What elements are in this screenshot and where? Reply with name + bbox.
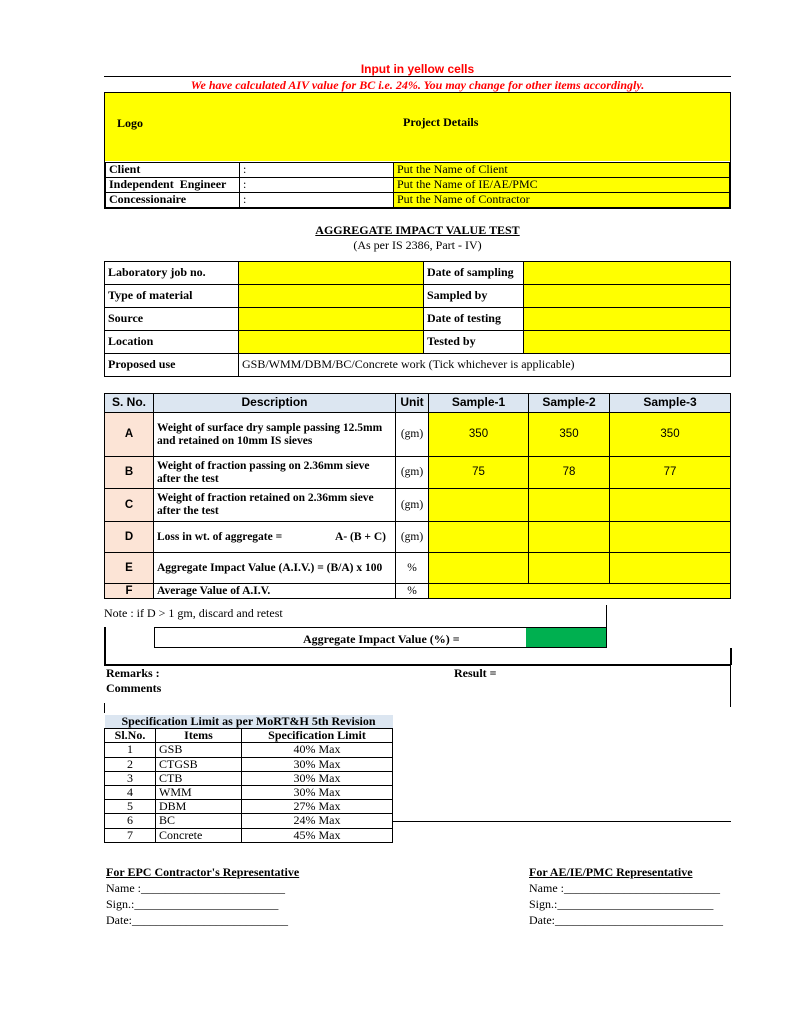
spec-sl: 4 [105, 785, 156, 799]
spec-limit: 27% Max [242, 800, 393, 814]
loss-formula: A- (B + C) [335, 530, 386, 543]
spec-item: Concrete [156, 828, 242, 842]
table-row [105, 828, 393, 842]
header-sample-2: Sample-2 [529, 394, 610, 413]
logo-placeholder: Logo [117, 116, 144, 130]
tested-by-label: Tested by [424, 331, 524, 354]
remarks-label: Remarks : [106, 666, 160, 680]
divider [104, 703, 105, 713]
spec-sl: 7 [105, 828, 156, 842]
table-row [105, 814, 393, 828]
spec-title: Specification Limit as per MoRT&H 5th Revision [105, 715, 393, 729]
ie-row [106, 178, 730, 193]
lab-job-input[interactable] [239, 262, 424, 285]
client-row [106, 163, 730, 178]
header-divider [104, 76, 731, 77]
client-label: Client [106, 163, 240, 178]
sample-1-input[interactable]: 75 [429, 457, 529, 489]
sample-1-input[interactable]: 350 [429, 413, 529, 457]
sample-2-input[interactable] [529, 489, 610, 522]
table-row [105, 489, 731, 522]
type-material-input[interactable] [239, 285, 424, 308]
pmc-date-line[interactable]: Date:____________________________ [529, 913, 723, 927]
contractor-name-line[interactable]: Name :________________________ [106, 881, 285, 895]
table-row [105, 743, 393, 757]
divider [104, 627, 106, 665]
aiv-result-label: Aggregate Impact Value (%) = [303, 632, 460, 646]
sampled-by-input[interactable] [524, 285, 731, 308]
project-parties-table [105, 162, 730, 208]
sample-2-input[interactable] [529, 553, 610, 584]
location-label: Location [105, 331, 239, 354]
specification-table [104, 715, 393, 843]
sample-1-input[interactable] [429, 522, 529, 553]
aiv-note: We have calculated AIV value for BC i.e. 24%. You may change for other items accordingly. [190, 78, 645, 92]
concessionaire-row [106, 193, 730, 208]
table-row [105, 800, 393, 814]
row-unit: (gm) [396, 457, 429, 489]
row-unit: % [396, 553, 429, 584]
contractor-sign-line[interactable]: Sign.:________________________ [106, 897, 279, 911]
divider [730, 648, 732, 665]
pmc-signature-title: For AE/IE/PMC Representative [529, 865, 693, 879]
proposed-use-value: GSB/WMM/DBM/BC/Concrete work (Tick whichever is applicable) [239, 354, 731, 377]
location-input[interactable] [239, 331, 424, 354]
table-row [105, 457, 731, 489]
sample-3-input[interactable] [610, 522, 731, 553]
header-sample-1: Sample-1 [429, 394, 529, 413]
header-sno: S. No. [105, 394, 154, 413]
spec-item: WMM [156, 785, 242, 799]
spec-limit: 30% Max [242, 771, 393, 785]
row-id: F [105, 584, 154, 599]
sampled-by-label: Sampled by [424, 285, 524, 308]
contractor-signature-block [106, 864, 299, 928]
project-details-label: Project Details [403, 115, 479, 129]
date-sampling-input[interactable] [524, 262, 731, 285]
divider [104, 664, 731, 666]
row-unit: (gm) [396, 522, 429, 553]
table-row [105, 553, 731, 584]
divider [730, 665, 731, 707]
table-row [105, 522, 731, 553]
spec-header-limit: Specification Limit [242, 729, 393, 743]
spec-sl: 3 [105, 771, 156, 785]
spec-sl: 6 [105, 814, 156, 828]
contractor-signature-title: For EPC Contractor's Representative [106, 865, 300, 879]
spec-item: DBM [156, 800, 242, 814]
spec-limit: 30% Max [242, 785, 393, 799]
sample-3-input[interactable] [610, 489, 731, 522]
remarks-block [106, 666, 161, 696]
sample-3-input[interactable]: 77 [610, 457, 731, 489]
input-note: Input in yellow cells [360, 62, 475, 76]
sample-2-input[interactable]: 78 [529, 457, 610, 489]
ie-input[interactable]: Put the Name of IE/AE/PMC [394, 178, 730, 193]
spec-header-sl: Sl.No. [105, 729, 156, 743]
aiv-result-box [154, 627, 607, 648]
header-sample-3: Sample-3 [610, 394, 731, 413]
spec-item: BC [156, 814, 242, 828]
comments-label: Comments [106, 681, 162, 695]
type-material-label: Type of material [105, 285, 239, 308]
spec-limit: 45% Max [242, 828, 393, 842]
spec-sl: 1 [105, 743, 156, 757]
loss-label: Loss in wt. of aggregate = [157, 530, 283, 543]
aiv-result-value [526, 628, 606, 647]
concessionaire-input[interactable]: Put the Name of Contractor [394, 193, 730, 208]
row-id: A [105, 413, 154, 457]
concessionaire-sep: : [240, 193, 394, 208]
spec-limit: 30% Max [242, 757, 393, 771]
row-description: Weight of fraction passing on 2.36mm sieve after the test [154, 457, 396, 489]
row-id: D [105, 522, 154, 553]
sample-3-input[interactable] [610, 553, 731, 584]
test-subtitle: (As per IS 2386, Part - IV) [353, 238, 482, 252]
date-sampling-label: Date of sampling [424, 262, 524, 285]
row-unit: % [396, 584, 429, 599]
row-id: C [105, 489, 154, 522]
header-unit: Unit [396, 394, 429, 413]
project-box [104, 92, 731, 209]
table-row [105, 584, 731, 599]
contractor-date-line[interactable]: Date:__________________________ [106, 913, 288, 927]
concessionaire-label: Concessionaire [106, 193, 240, 208]
table-row [105, 771, 393, 785]
spec-limit: 24% Max [242, 814, 393, 828]
spec-header-items: Items [156, 729, 242, 743]
spec-item: CTB [156, 771, 242, 785]
row-unit: (gm) [396, 489, 429, 522]
table-row [105, 785, 393, 799]
average-aiv-input[interactable] [429, 584, 731, 599]
result-label: Result = [454, 666, 497, 680]
source-label: Source [105, 308, 239, 331]
spec-item: CTGSB [156, 757, 242, 771]
row-description: Aggregate Impact Value (A.I.V.) = (B/A) x 100 [154, 553, 396, 584]
row-description: Weight of surface dry sample passing 12.5mm and retained on 10mm IS sieves [154, 413, 396, 457]
spec-limit: 40% Max [242, 743, 393, 757]
row-description: Average Value of A.I.V. [154, 584, 396, 599]
client-input[interactable]: Put the Name of Client [394, 163, 730, 178]
proposed-use-label: Proposed use [105, 354, 239, 377]
test-title: AGGREGATE IMPACT VALUE TEST [315, 223, 520, 237]
pmc-name-line[interactable]: Name :__________________________ [529, 881, 720, 895]
test-results-table [104, 393, 731, 599]
date-testing-label: Date of testing [424, 308, 524, 331]
ie-sep: : [240, 178, 394, 193]
date-testing-input[interactable] [524, 308, 731, 331]
sample-1-input[interactable] [429, 553, 529, 584]
header-description: Description [154, 394, 396, 413]
sample-1-input[interactable] [429, 489, 529, 522]
row-unit: (gm) [396, 413, 429, 457]
sample-3-input[interactable]: 350 [610, 413, 731, 457]
sample-2-input[interactable]: 350 [529, 413, 610, 457]
tested-by-input[interactable] [524, 331, 731, 354]
sample-2-input[interactable] [529, 522, 610, 553]
row-id: B [105, 457, 154, 489]
table-row [105, 413, 731, 457]
client-sep: : [240, 163, 394, 178]
pmc-signature-block [529, 864, 723, 928]
row-description: Weight of fraction retained on 2.36mm sieve after the test [154, 489, 396, 522]
sample-info-table [104, 261, 731, 377]
lab-job-label: Laboratory job no. [105, 262, 239, 285]
spec-sl: 2 [105, 757, 156, 771]
spec-sl: 5 [105, 800, 156, 814]
retest-note: Note : if D > 1 gm, discard and retest [104, 606, 283, 620]
pmc-sign-line[interactable]: Sign.:__________________________ [529, 897, 714, 911]
row-description [154, 522, 396, 553]
source-input[interactable] [239, 308, 424, 331]
table-row [105, 757, 393, 771]
spec-item: GSB [156, 743, 242, 757]
row-id: E [105, 553, 154, 584]
divider [393, 821, 731, 822]
ie-label: Independent Engineer [106, 178, 240, 193]
